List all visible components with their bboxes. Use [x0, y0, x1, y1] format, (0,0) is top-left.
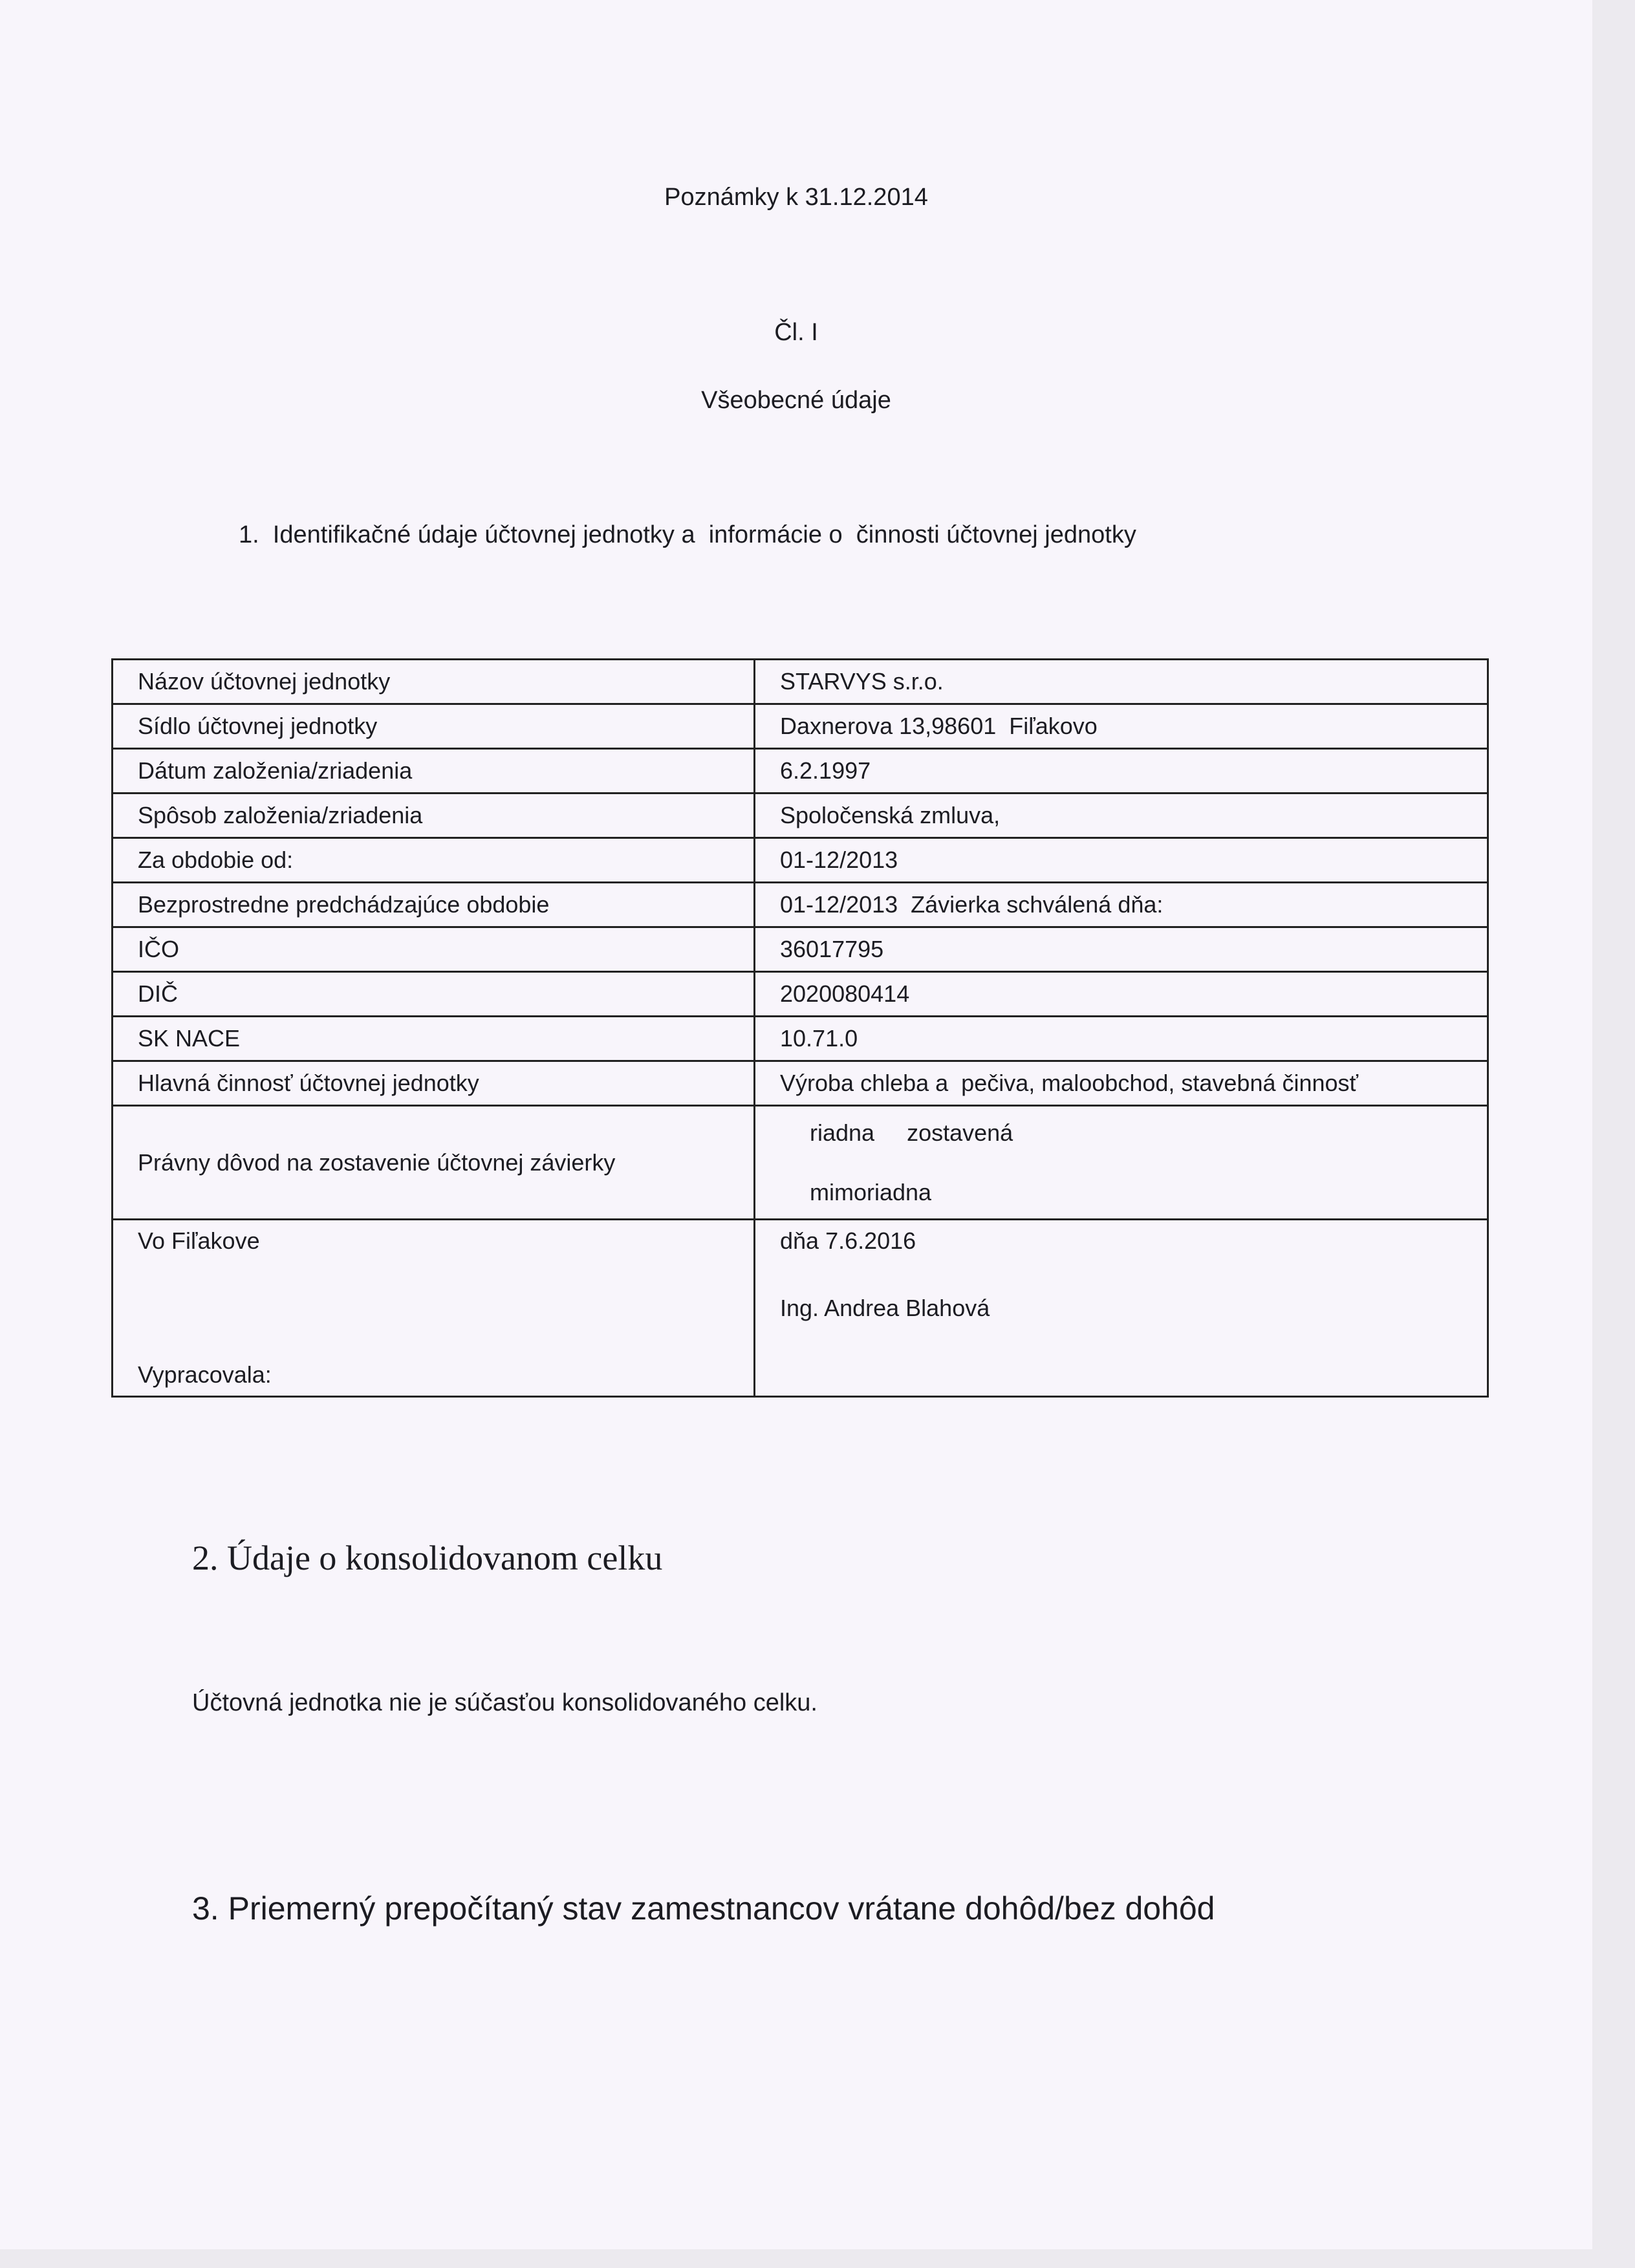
- section1-heading: 1. Identifikačné údaje účtovnej jednotky a informácie o činnosti účtovnej jednotky: [239, 521, 1136, 548]
- row-label: Spôsob založenia/zriadenia: [113, 794, 755, 838]
- table-row: [113, 794, 1488, 838]
- table-row: [113, 1061, 1488, 1106]
- prepared-by-label: Vypracovala:: [138, 1361, 272, 1388]
- row-value: 01-12/2013: [755, 838, 1488, 883]
- table-row: [113, 972, 1488, 1017]
- row-label: DIČ: [113, 972, 755, 1017]
- table-row-legal-basis: [113, 1106, 1488, 1220]
- table-row-signature: [113, 1220, 1488, 1397]
- row-label: Názov účtovnej jednotky: [113, 660, 755, 704]
- option-zostavena: zostavená: [907, 1119, 1013, 1146]
- legal-basis-label: Právny dôvod na zostavenie účtovnej závierky: [113, 1106, 755, 1220]
- row-value: 10.71.0: [755, 1017, 1488, 1061]
- section2-heading: 2. Údaje o konsolidovanom celku: [192, 1539, 663, 1577]
- signature-date: dňa 7.6.2016: [780, 1227, 916, 1254]
- option-mimoriadna: mimoriadna: [810, 1178, 932, 1205]
- table-row: [113, 704, 1488, 749]
- table-row: [113, 660, 1488, 704]
- row-label: Bezprostredne predchádzajúce obdobie: [113, 883, 755, 927]
- row-value: Spoločenská zmluva,: [755, 794, 1488, 838]
- scan-edge-bottom: [0, 2249, 1635, 2268]
- row-label: SK NACE: [113, 1017, 755, 1061]
- table-row: [113, 883, 1488, 927]
- table-row: [113, 749, 1488, 794]
- preparer-name: Ing. Andrea Blahová: [780, 1295, 990, 1321]
- row-label: IČO: [113, 927, 755, 972]
- row-label: Za obdobie od:: [113, 838, 755, 883]
- row-label: Sídlo účtovnej jednotky: [113, 704, 755, 749]
- identification-table: [111, 658, 1489, 1398]
- section3-heading: 3. Priemerný prepočítaný stav zamestnancov vrátane dohôd/bez dohôd: [192, 1890, 1215, 1927]
- row-value: 2020080414: [755, 972, 1488, 1017]
- table-row: [113, 927, 1488, 972]
- row-label: Dátum založenia/zriadenia: [113, 749, 755, 794]
- article-title: Všeobecné údaje: [701, 387, 891, 414]
- row-value: Daxnerova 13,98601 Fiľakovo: [755, 704, 1488, 749]
- row-value: 01-12/2013 Závierka schválená dňa:: [755, 883, 1488, 927]
- signature-place: Vo Fiľakove: [138, 1227, 260, 1254]
- section2-text: Účtovná jednotka nie je súčasťou konsolidovaného celku.: [192, 1689, 817, 1716]
- table-row: [113, 1017, 1488, 1061]
- row-label: Hlavná činnosť účtovnej jednotky: [113, 1061, 755, 1106]
- document-title: Poznámky k 31.12.2014: [664, 184, 928, 211]
- table-row: [113, 838, 1488, 883]
- row-value: 6.2.1997: [755, 749, 1488, 794]
- scan-edge-right: [1592, 0, 1635, 2268]
- row-value: Výroba chleba a pečiva, maloobchod, stavebná činnosť: [755, 1061, 1488, 1106]
- article-number: Čl. I: [774, 319, 818, 346]
- row-value: 36017795: [755, 927, 1488, 972]
- option-riadna: riadna: [810, 1119, 875, 1146]
- row-value: STARVYS s.r.o.: [755, 660, 1488, 704]
